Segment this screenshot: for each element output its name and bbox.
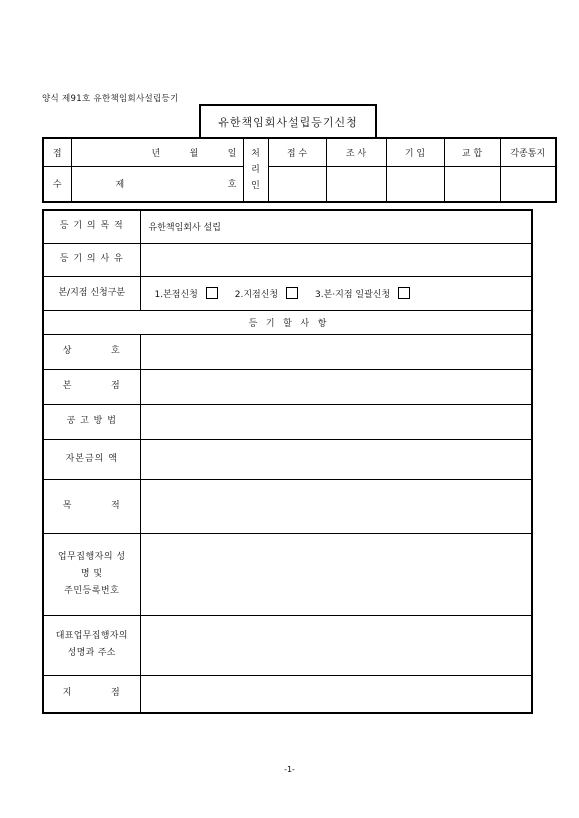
entry-cell[interactable] [386,166,444,202]
representative-value[interactable] [140,615,532,675]
receipt-number-cell[interactable] [71,166,243,202]
col-entry: 기 입 [386,138,444,166]
option-both: 3.본·지점 일괄신청 [315,289,391,300]
section-header: 등 기 할 사 항 [43,310,532,334]
month-label: 월 [189,148,199,159]
receipt-date-cell[interactable] [71,138,243,166]
capital-value[interactable] [140,439,532,479]
capital-label: 자본금의 액 [43,439,140,479]
branch-label: 지 점 [43,675,140,713]
notice-method-value[interactable] [140,404,532,439]
col-verify: 교 합 [444,138,500,166]
purpose-label: 등 기 의 목 적 [43,210,140,243]
day-label: 일 [227,148,237,159]
receipt-label-bottom: 수 [43,166,71,202]
verify-cell[interactable] [444,166,500,202]
executives-label: 업무집행자의 성 명 및 주민등록번호 [43,533,140,615]
head-office-label: 본 점 [43,369,140,404]
page-number: -1- [284,765,295,774]
trade-name-label: 상 호 [43,334,140,369]
objective-value[interactable] [140,479,532,533]
purpose-value[interactable]: 유한책임회사 설립 [140,210,532,243]
notice-cell[interactable] [500,166,556,202]
representative-label: 대표업무집행자의 성명과 주소 [43,615,140,675]
head-office-checkbox[interactable] [206,287,218,299]
reason-value[interactable] [140,243,532,276]
option-branch: 2.지점신청 [234,289,279,300]
number-suffix: 호 [227,180,237,191]
form-number-label: 양식 제91호 유한책임회사설립등기 [42,94,179,104]
objective-label: 목 적 [43,479,140,533]
trade-name-value[interactable] [140,334,532,369]
executives-value[interactable] [140,533,532,615]
notice-method-label: 공 고 방 법 [43,404,140,439]
receipt-cell[interactable] [268,166,326,202]
both-checkbox[interactable] [398,287,410,299]
number-prefix: 제 [115,180,125,191]
receipt-label-top: 접 [43,138,71,166]
form-title: 유한책임회사설립등기신청 [199,104,377,137]
branch-checkbox[interactable] [286,287,298,299]
col-inspection: 조 사 [326,138,386,166]
option-head-office: 1.본점신청 [154,289,198,300]
processor-label: 처 리 인 [243,138,268,202]
year-label: 년 [151,148,161,159]
branch-type-label: 본/지점 신청구분 [43,276,140,310]
col-notice: 각종통지 [500,138,556,166]
registration-table [42,209,533,714]
branch-value[interactable] [140,675,532,713]
inspection-cell[interactable] [326,166,386,202]
head-office-value[interactable] [140,369,532,404]
branch-type-options [140,276,532,310]
col-receipt: 접 수 [268,138,326,166]
receipt-table [42,137,557,203]
reason-label: 등 기 의 사 유 [43,243,140,276]
